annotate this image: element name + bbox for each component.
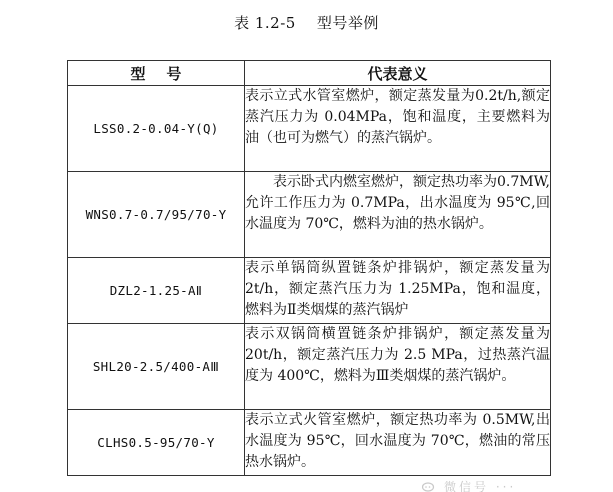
table-row xyxy=(68,172,551,258)
meaning-cell: 表示单锅筒纵置链条炉排锅炉，额定蒸发量为 2t/h，额定蒸汽压力为 1.25MPa，饱和温度，燃料为Ⅱ类烟煤的蒸汽锅炉 xyxy=(245,258,551,324)
watermark-text: 微信号 ··· xyxy=(444,480,517,492)
meaning-cell: 表示双锅筒横置链条炉排锅炉，额定蒸发量为 20t/h，额定蒸汽压力为 2.5 MPa，过热蒸汽温度为 400℃，燃料为Ⅲ类烟煤的蒸汽锅炉。 xyxy=(245,324,551,410)
table-row xyxy=(68,410,551,476)
model-cell: WNS0.7-0.7/95/70-Y xyxy=(68,172,245,258)
model-cell: DZL2-1.25-AⅡ xyxy=(68,258,245,324)
model-cell: CLHS0.5-95/70-Y xyxy=(68,410,245,476)
table-row xyxy=(68,86,551,172)
meaning-cell: 表示立式火管室燃炉，额定热功率为 0.5MW,出水温度为 95℃，回水温度为 70℃，燃油的常压热水锅炉。 xyxy=(245,410,551,476)
meaning-cell: 表示卧式内燃室燃炉，额定热功率为0.7MW,允许工作压力为 0.7MPa，出水温度为 95℃,回水温度为 70℃，燃料为油的热水锅炉。 xyxy=(245,172,551,258)
header-meaning: 代表意义 xyxy=(245,61,551,86)
watermark xyxy=(418,476,608,492)
table-header-row xyxy=(68,61,551,86)
table-caption: 表 1.2-5 型号举例 xyxy=(234,14,379,32)
header-model: 型 号 xyxy=(68,61,245,86)
chat-bubble-icon xyxy=(422,482,436,492)
model-cell: SHL20-2.5/400-AⅢ xyxy=(68,324,245,410)
model-example-table xyxy=(67,60,551,476)
table-row xyxy=(68,258,551,324)
meaning-cell: 表示立式水管室燃炉，额定蒸发量为0.2t/h,额定蒸汽压力为 0.04MPa，饱和温度，主要燃料为油（也可为燃气）的蒸汽锅炉。 xyxy=(245,86,551,172)
table-row xyxy=(68,324,551,410)
model-cell: LSS0.2-0.04-Y(Q) xyxy=(68,86,245,172)
